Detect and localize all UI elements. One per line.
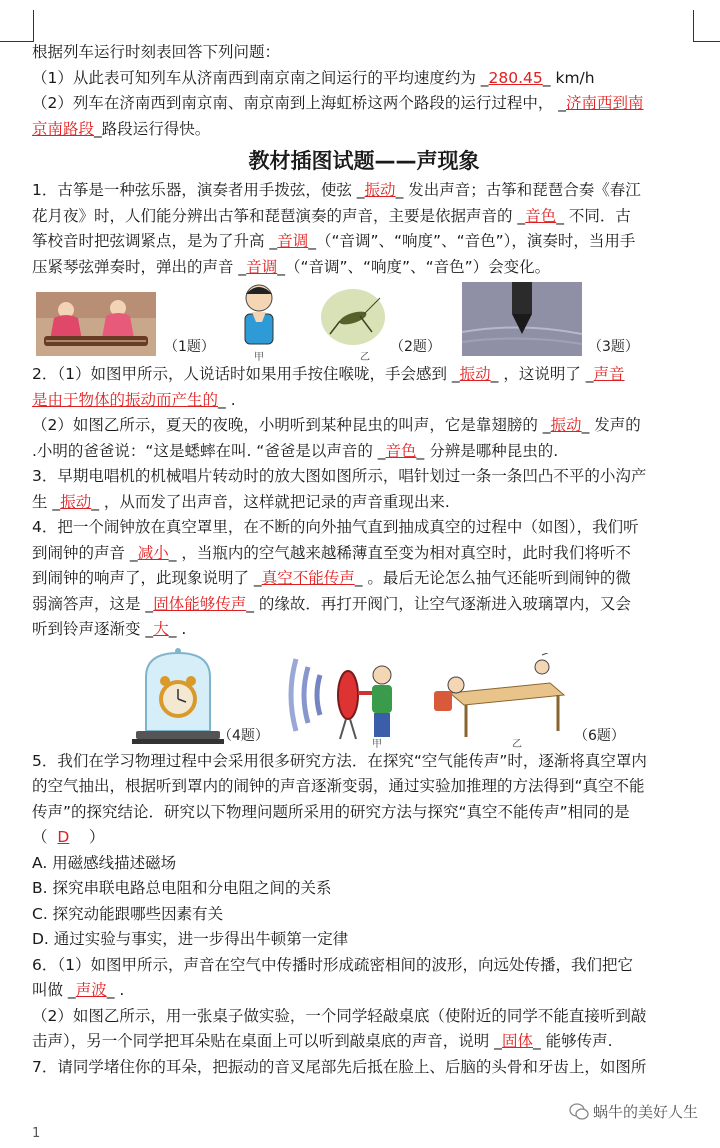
answer-blank: 固体 xyxy=(501,1032,533,1050)
train-q2-line-2: 京南路段_路段运行得快。 xyxy=(32,119,211,138)
section-title: 教材插图试题——声现象 xyxy=(248,149,480,173)
intro-line: 根据列车运行时刻表回答下列问题： xyxy=(32,43,281,61)
q6-line-3: （2）如图乙所示，用一张桌子做实验，一个同学轻敲桌底（使附近的同学不能直接听到敲 xyxy=(32,1006,647,1025)
record-groove-image xyxy=(462,282,582,356)
answer-blank: 济南西到南 xyxy=(566,94,644,112)
q2-line-3: （2）如图乙所示，夏天的夜晚，小明听到某种昆虫的叫声，它是靠翅膀的 _振动_ 发声的 xyxy=(32,416,641,434)
watermark xyxy=(569,1101,698,1122)
train-q2-line: （2）列车在济南西到南京南、南京南到上海虹桥这两个路段的运行过程中， _济南西到南 xyxy=(32,94,644,112)
answer-blank: 减小 xyxy=(137,543,169,562)
answer-choice: D xyxy=(57,828,70,846)
answer-blank: 音调 xyxy=(277,232,309,250)
q4-line-2: 到闹钟的声音 _减小_ ，当瓶内的空气越来越稀薄直至变为相对真空时，此时我们将听不 xyxy=(32,543,631,562)
answer-blank: 固体能够传声 xyxy=(153,594,247,613)
answer-blank: 音色 xyxy=(385,441,417,460)
figure-caption-6: （6题） xyxy=(574,727,625,744)
figure-row-1 xyxy=(32,280,696,362)
q1-line-4: 压紧琴弦弹奏时，弹出的声音 _音调_（“音调”、“响度”、“音色”）会变化。 xyxy=(32,257,551,276)
wechat-icon xyxy=(569,1103,589,1121)
q7-line-1: 7．请同学堵住你的耳朵，把振动的音叉尾部先后抵在脸上、后脑的头骨和牙齿上，如图所 xyxy=(32,1057,647,1076)
q4-line-3: 到闹钟的响声了，此现象说明了 _真空不能传声_ 。最后无论怎么抽气还能听到闹钟的微 xyxy=(32,569,631,587)
table-knock-image xyxy=(430,653,570,739)
drum-sound-wave-image xyxy=(284,649,414,741)
watermark-text: 蜗牛的美好人生 xyxy=(592,1103,698,1121)
answer-blank: 振动 xyxy=(60,492,92,511)
crop-mark-left-h xyxy=(0,41,34,42)
figure-caption-3: （3题） xyxy=(588,339,639,355)
answer-blank: 音调 xyxy=(246,257,278,276)
q5-option-b: B. 探究串联电路总电阻和分电阻之间的关系 xyxy=(32,879,332,897)
figure-label-jia: 甲 xyxy=(254,352,264,363)
q5-line-3: 传声”的探究结论．研究以下物理问题所采用的研究方法与探究“真空不能传声”相同的是 xyxy=(32,802,630,821)
figure-label-yi: 乙 xyxy=(360,352,370,363)
q5-option-d: D. 通过实验与事实，进一步得出牛顿第一定律 xyxy=(32,930,349,948)
figure-label-jia: 甲 xyxy=(372,738,382,750)
crop-mark-right-h xyxy=(693,41,720,42)
boy-touching-throat-image xyxy=(232,282,286,346)
page-number: 1 xyxy=(32,1126,41,1141)
q6-line-1: 6．（1）如图甲所示，声音在空气中传播时形成疏密相间的波形，向远处传播，我们把它 xyxy=(32,955,633,974)
q4-line-5: 听到铃声逐渐变 _大_ . xyxy=(32,620,187,638)
q5-option-c: C. 探究动能跟哪些因素有关 xyxy=(32,904,224,923)
answer-blank: 振动 xyxy=(364,181,396,199)
q5-line-1: 5．我们在学习物理过程中会采用很多研究方法．在探究“空气能传声”时，逐渐将真空罩内 xyxy=(32,751,647,770)
figure-caption-2: （2题） xyxy=(390,339,441,355)
answer-blank: 振动 xyxy=(550,416,582,434)
q5-option-a: A. 用磁感线描述磁场 xyxy=(32,853,177,872)
q3-line-2: 生 _振动_ ，从而发了出声音，这样就把记录的声音重现出来. xyxy=(32,492,450,511)
answer-blank: 声波 xyxy=(75,981,107,999)
cricket-image xyxy=(320,288,386,346)
crop-mark-right-v xyxy=(693,10,694,42)
guzheng-players-image xyxy=(36,292,156,356)
answer-blank: 真空不能传声 xyxy=(261,569,355,587)
answer-blank: 音色 xyxy=(525,206,557,225)
q5-line-2: 的空气抽出，根据听到罩内的闹钟的声音逐渐变弱，通过实验加推理的方法得到“真空不能 xyxy=(32,777,645,795)
q1-line-2: 花月夜》时，人们能分辨出古筝和琵琶演奏的声音，主要是依据声音的 _音色_ 不同．古 xyxy=(32,206,631,225)
q1-line-3: 筝校音时把弦调紧点，是为了升高 _音调_（“音调”、“响度”、“音色”），演奏时，当用手 xyxy=(32,232,636,250)
figure-caption-4: （4题） xyxy=(218,727,269,744)
figure-caption-1: （1题） xyxy=(164,339,215,355)
document-page xyxy=(32,40,696,1080)
train-q1-line: （1）从此表可知列车从济南西到南京南之间运行的平均速度约为 _280.45_ km/h xyxy=(32,68,595,87)
answer-blank: 是由于物体的振动而产生的 xyxy=(32,390,219,409)
q6-line-2: 叫做 _声波_ . xyxy=(32,981,125,999)
crop-mark-left-v xyxy=(33,10,34,42)
q1-line-1: 1．古筝是一种弦乐器，演奏者用手拨弦，使弦 _振动_ 发出声音；古筝和琵琶合奏《春江 xyxy=(32,181,641,199)
answer-blank: 振动 xyxy=(459,365,491,383)
q5-answer-line: （ D ） xyxy=(32,828,105,846)
q2-line-4: .小明的爸爸说：“这是蟋蟀在叫. “爸爸是以声音的 _音色_ 分辨是哪种昆虫的. xyxy=(32,441,559,460)
q4-line-4: 弱滴答声，这是 _固体能够传声_ 的缘故．再打开阀门，让空气逐渐进入玻璃罩内，又会 xyxy=(32,594,631,613)
q4-line-1: 4．把一个闹钟放在真空罩里，在不断的向外抽气直到抽成真空的过程中（如图），我们听 xyxy=(32,518,639,536)
q3-line-1: 3．早期电唱机的机械唱片转动时的放大图如图所示，唱针划过一条一条凹凸不平的小沟产 xyxy=(32,467,647,485)
answer-blank: 声音 xyxy=(593,365,625,383)
figure-row-2 xyxy=(32,643,696,749)
answer-blank: 京南路段 xyxy=(32,119,95,138)
q2-line-1: 2．（1）如图甲所示，人说话时如果用手按住喉咙，手会感到 _振动_ ，这说明了 _声音 xyxy=(32,365,625,383)
q2-line-2: 是由于物体的振动而产生的_ . xyxy=(32,390,236,409)
figure-label-yi: 乙 xyxy=(512,738,522,750)
bell-jar-clock-image xyxy=(128,647,228,747)
answer-blank: 大 xyxy=(153,620,169,638)
answer-blank: 280.45 xyxy=(488,68,543,87)
q6-line-4: 击声），另一个同学把耳朵贴在桌面上可以听到敲桌底的声音，说明 _固体_ 能够传声. xyxy=(32,1032,613,1050)
